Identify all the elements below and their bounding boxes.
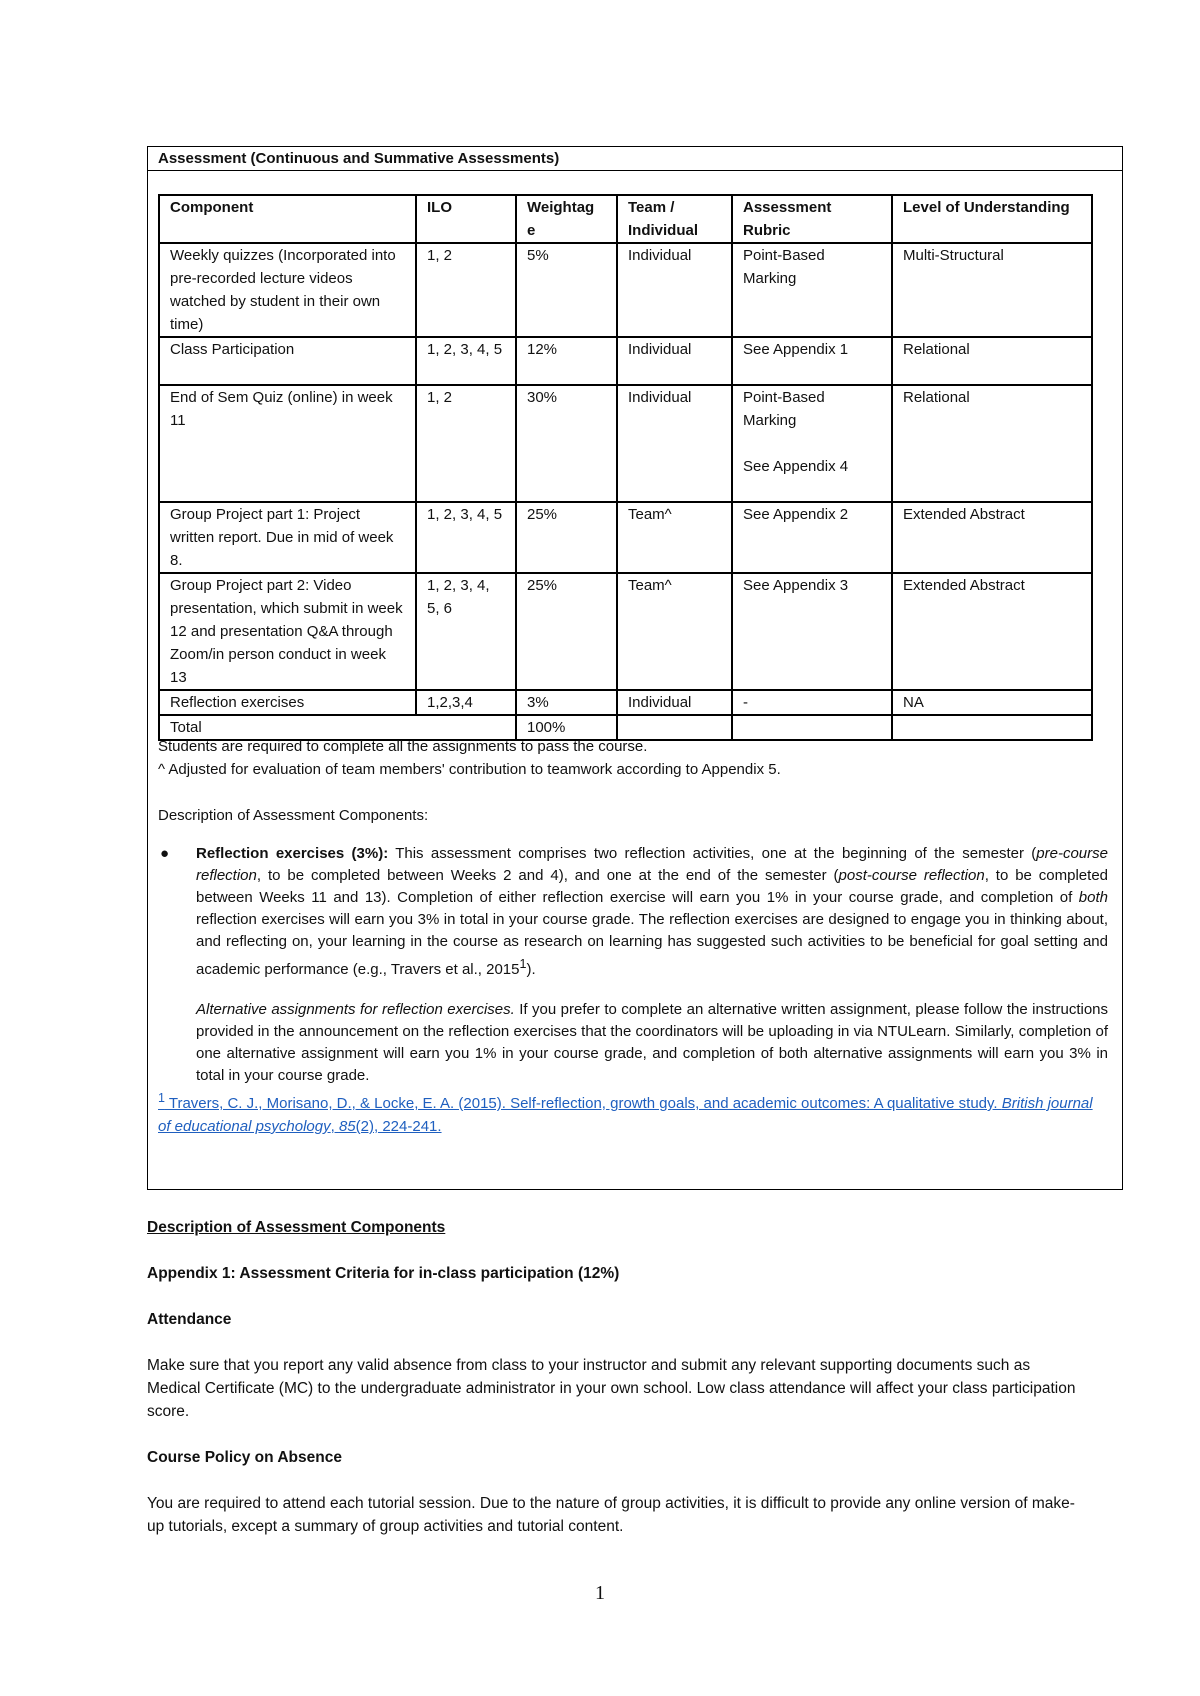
note-adjusted: ^ Adjusted for evaluation of team members' contribution to teamwork according to Appendix 5. (158, 761, 781, 778)
table-row (159, 573, 1092, 690)
cell-level: Relational (892, 337, 1092, 385)
cell-weight: 30% (516, 385, 617, 502)
cell-rubric: Point-Based Marking (732, 243, 892, 337)
cell-ilo: 1, 2, 3, 4, 5 (416, 502, 516, 573)
cell-weight: 3% (516, 690, 617, 715)
alternative-title: Alternative assignments for reflection exercises. (196, 1001, 515, 1018)
reflection-text: , to be completed between Weeks 11 and 13). Completion of either reflection exercise will earn you 1% in your course grade, and completion of (196, 867, 1108, 906)
appendix1-heading: Appendix 1: Assessment Criteria for in-class participation (12%) (147, 1265, 620, 1282)
cell-weight: 25% (516, 502, 617, 573)
cell-ilo: 1, 2 (416, 385, 516, 502)
assessment-table (158, 194, 1093, 741)
table-row (159, 690, 1092, 715)
cell-component: Group Project part 2: Video presentation, which submit in week 12 and presentation Q&A through Zoom/in person conduct in week 13 (159, 573, 416, 690)
reflection-bullet (158, 843, 1108, 1087)
header-team-individual: Team / Individual (617, 195, 732, 243)
reflection-paragraph (196, 843, 1108, 981)
table-row (159, 502, 1092, 573)
cell-ilo: 1, 2, 3, 4, 5, 6 (416, 573, 516, 690)
footnote-ref[interactable]: 1 (519, 957, 527, 971)
cell-rubric-line2: See Appendix 4 (743, 458, 849, 475)
reflection-italic: both (1078, 889, 1108, 906)
alternative-paragraph (196, 999, 1108, 1087)
footnote-link[interactable] (158, 1091, 1093, 1135)
attendance-text: Make sure that you report any valid absence from class to your instructor and submit any relevant supporting documents such as Medical Certificate (MC) to the undergraduate administrator in your own school. Low class attendance will affect your class participation score. (147, 1357, 1076, 1420)
table-header-row (159, 195, 1092, 243)
assessment-notes (158, 735, 1108, 1138)
cell-component: Group Project part 1: Project written report. Due in mid of week 8. (159, 502, 416, 573)
cell-level: Extended Abstract (892, 502, 1092, 573)
cell-team: Individual (617, 385, 732, 502)
cell-team: Individual (617, 690, 732, 715)
cell-rubric: - (732, 690, 892, 715)
cell-component: Weekly quizzes (Incorporated into pre-recorded lecture videos watched by student in their own time) (159, 243, 416, 337)
assessment-box (147, 146, 1123, 1190)
cell-component: Class Participation (159, 337, 416, 385)
reflection-text: ). (526, 961, 536, 978)
cell-component: End of Sem Quiz (online) in week 11 (159, 385, 416, 502)
bullet-icon: ● (160, 845, 170, 862)
cell-level: Extended Abstract (892, 573, 1092, 690)
header-level-of-understanding: Level of Understanding (892, 195, 1092, 243)
assessment-box-title: Assessment (Continuous and Summative Assessments) (148, 147, 1122, 171)
cell-team: Team^ (617, 573, 732, 690)
reflection-italic: post-course reflection (838, 867, 985, 884)
cell-team: Team^ (617, 502, 732, 573)
cell-rubric-line1: Point-Based Marking (743, 389, 825, 429)
reflection-italic: pre-course reflection (196, 845, 1108, 884)
reflection-text: reflection exercises will earn you 3% in total in your course grade. The reflection exercises are designed to engage you in thinking about, and reflecting on, your learning in the course as research on learning has suggested such activities to be beneficial for goal setting and academic performance (e.g., Travers et al., 2015 (196, 911, 1108, 978)
cell-ilo: 1,2,3,4 (416, 690, 516, 715)
policy-heading: Course Policy on Absence (147, 1449, 342, 1466)
cell-weight: 25% (516, 573, 617, 690)
alternative-text: If you prefer to complete an alternative written assignment, please follow the instructions provided in the announcement on the reflection exercises that the coordinators will be uploading in via NTULearn. Similarly, completion of one alternative assignment will earn you 1% in your course grade, and completion of both alternative assignments will earn you 3% in total in your course grade. (196, 1001, 1109, 1084)
cell-rubric: See Appendix 1 (732, 337, 892, 385)
table-row (159, 385, 1092, 502)
cell-rubric: See Appendix 2 (732, 502, 892, 573)
header-weightage: Weightag e (516, 195, 617, 243)
cell-rubric: See Appendix 3 (732, 573, 892, 690)
reflection-title: Reflection exercises (3%): (196, 845, 389, 862)
table-row (159, 243, 1092, 337)
header-assessment-rubric: Assessment Rubric (732, 195, 892, 243)
policy-text: You are required to attend each tutorial session. Due to the nature of group activities, it is difficult to provide any online version of make-up tutorials, except a summary of group activities and tutorial content. (147, 1495, 1075, 1535)
header-component: Component (159, 195, 416, 243)
footnote-text: Travers, C. J., Morisano, D., & Locke, E. A. (2015). Self-reflection, growth goals, and academic outcomes: A qualitative study. (164, 1095, 1002, 1112)
footnote (158, 1087, 1108, 1138)
reflection-text: This assessment comprises two reflection activities, one at the beginning of the semester ( (388, 845, 1037, 862)
cell-level: Relational (892, 385, 1092, 502)
cell-level: NA (892, 690, 1092, 715)
footnote-text: (2), 224-241. (355, 1118, 442, 1135)
footnote-volume: 85 (338, 1118, 356, 1135)
cell-weight: 12% (516, 337, 617, 385)
section-heading: Description of Assessment Components (147, 1219, 446, 1236)
footnote-journal: British journal of educational psychology (158, 1095, 1093, 1135)
cell-rubric (732, 385, 892, 502)
cell-component: Reflection exercises (159, 690, 416, 715)
header-ilo: ILO (416, 195, 516, 243)
description-heading: Description of Assessment Components: (158, 807, 429, 824)
footnote-number: 1 (158, 1091, 165, 1105)
reflection-text: , to be completed between Weeks 2 and 4), and one at the end of the semester ( (256, 867, 839, 884)
assessment-description-section (147, 1216, 1082, 1538)
cell-team: Individual (617, 243, 732, 337)
total-label: Total (159, 715, 516, 740)
cell-ilo: 1, 2, 3, 4, 5 (416, 337, 516, 385)
total-value: 100% (516, 715, 617, 740)
note-required: Students are required to complete all the assignments to pass the course. (158, 738, 648, 755)
attendance-heading: Attendance (147, 1311, 232, 1328)
cell-level: Multi-Structural (892, 243, 1092, 337)
page-number: 1 (595, 1582, 605, 1604)
footnote-text: , (330, 1118, 339, 1135)
cell-team: Individual (617, 337, 732, 385)
cell-weight: 5% (516, 243, 617, 337)
table-row (159, 337, 1092, 385)
cell-ilo: 1, 2 (416, 243, 516, 337)
